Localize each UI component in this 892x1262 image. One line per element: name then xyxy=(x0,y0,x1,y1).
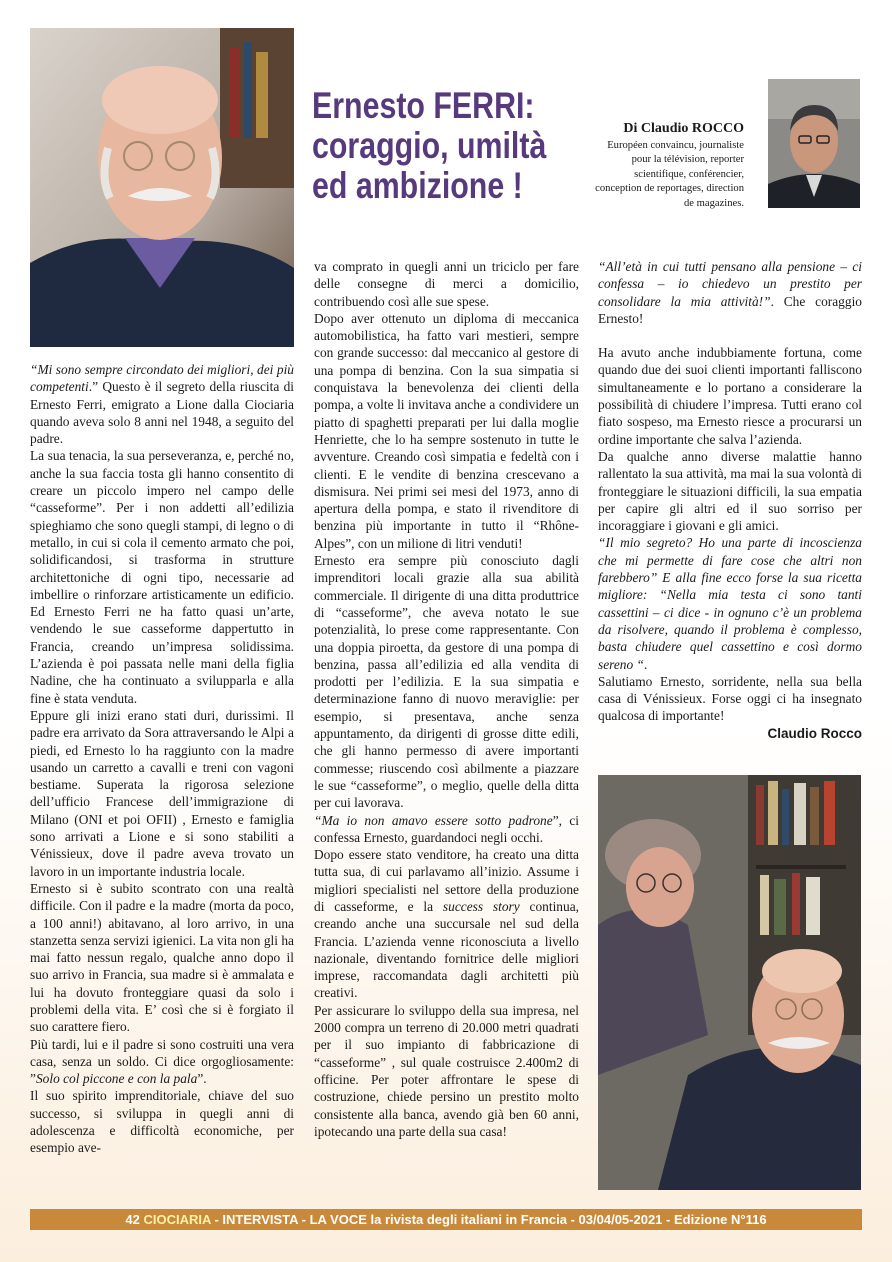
paragraph: Il suo spirito imprenditoriale, chiave del suo successo, si sviluppa in quegli anni di adolescenza e difficoltà economiche, per esempio ave- xyxy=(30,1088,294,1156)
text: ”. xyxy=(197,1071,207,1087)
paragraph xyxy=(314,812,579,847)
paragraph: Da qualche anno diverse malattie hanno rallentato la sua attività, ma mai la sua volontà di fronteggiare le situazioni difficili, la sua empatia per capire gli altri ed il suo sorriso per incoraggiare i giovani e gli amici. xyxy=(598,448,862,534)
ernesto-and-wife-photo xyxy=(598,775,861,1190)
text: . xyxy=(644,656,648,672)
paragraph: Salutiamo Ernesto, sorridente, nella sua bella casa di Vénissieux. Forse oggi ci ha insegnato qualcosa di importante! xyxy=(598,673,862,724)
ernesto-portrait-photo xyxy=(30,28,294,347)
paragraph xyxy=(30,361,294,447)
quote: “Ma io non amavo essere sotto padrone xyxy=(314,812,553,828)
quote: success story xyxy=(442,898,520,914)
paragraph: La sua tenacia, la sua perseveranza, e, perché no, anche la sua faccia tosta gli hanno consentito di creare un piccolo impero nel campo delle “casseforme”. Per i non addetti all’edilizia spieghiamo che sono quegli stampi, di legno o di metallo, in cui si cola il cemento armato che poi, solidificandosi, si trasforma in strutture architettoniche di ogni tipo, necessarie ad imbellire o rinforzare artisticamente un edificio. Ed Ernesto Ferri ne ha fatto quasi un’arte, vendendo le sue casseforme dappertutto in Francia, creando un’impresa solidissima. L’azienda è poi passata nelle mani della figlia Nadine, che ha continuato a svilupparla e alla fine è stata venduta. xyxy=(30,448,294,706)
page-number: 42 xyxy=(125,1212,144,1227)
paragraph: Ha avuto anche indubbiamente fortuna, come quando due dei suoi clienti importanti falliscono simultaneamente e lo portano a considerare la possibilità di chiudere l’impresa. Tutti erano col fiato sospeso, ma Ernesto riesce a procurarsi un ordine importante che salva l’azienda. xyxy=(598,345,862,447)
title-line-3: ed ambizione ! xyxy=(312,165,523,206)
article-column-1 xyxy=(30,361,294,1157)
article-column-2 xyxy=(314,258,579,1140)
quote: “Mi sono sempre circondato dei migliori, dei più competenti xyxy=(30,362,294,395)
article-title xyxy=(312,85,547,206)
paragraph xyxy=(598,258,862,327)
paragraph xyxy=(314,846,579,1002)
title-line-2: coraggio, umiltà xyxy=(312,125,547,166)
paragraph: Per assicurare lo sviluppo della sua impresa, nel 2000 compra un terreno di 20.000 metri quadrati per il suo impianto di fabbricazione di “casseforme” , sul quale costruisce 2.400m2 di officine. Per poter affrontare le spese di costruzione, chiede persino un prestito molto consistente alla banca, avendo già ben 60 anni, ipotecando una parte della sua casa! xyxy=(314,1002,579,1139)
section-name: CIOCIARIA xyxy=(143,1212,211,1227)
paragraph: Ernesto era sempre più conosciuto dagli imprenditori locali grazie alla sua abilità commerciale. Il dirigente di una ditta produttrice di “casseforme”, che aveva notato le sue potenzialità, lo prese come rappresentante. Con una doppia piroetta, da gestore di una pompa di benzina, passa all’edilizia ed alla vendita di prodotti per l’edilizia. E la sua simpatia e determinazione fanno di nuovo meraviglie: per esempio, si presentava, anche senza appuntamento, da dirigenti di grosse ditte edili, che gli hanno permesso di avere importanti commesse; riuscendo così abilmente a piazzare le sue “casseforme”, o meglio, quelle della ditta per cui lavorava. xyxy=(314,553,579,811)
page-footer xyxy=(30,1209,862,1230)
quote: “All’età in cui tutti pensano alla pensione – ci confessa – io chiedevo un prestito per consolidare la mia attività!” xyxy=(598,259,862,309)
paragraph: Dopo aver ottenuto un diploma di meccanica automobilistica, ha fatto vari mestieri, sempre con grande successo: dal meccanico al gestore di una pompa di benzina. Con la sua simpatia si conquistava la benevolenza dei clienti della pompa, a volte li invitava anche a condividere un piatto di spaghetti preparati per lui dalla moglie Henriette, che lo ha sempre sostenuto in tutte le avventure. Creando così simpatia e fedeltà con i clienti. E le vendite di benzina crescevano a dismisura. Nei primi sei mesi del 1973, anno di apertura della pompa, e stato il rivenditore di benzina più importante in tutto il “Rhône-Alpes”, con un milione di litri venduti! xyxy=(314,310,579,551)
text: Più tardi, lui e il padre si sono costruiti una vera casa, senza un soldo. Ci dice orgogliosamente: ” xyxy=(30,1036,294,1087)
text: ”, ci confessa Ernesto, guardandoci negli occhi. xyxy=(314,812,579,845)
paragraph: Ernesto si è subito scontrato con una realtà difficile. Con il padre e la madre (morta da poco, a 100 anni!) abitavano, al loro arrivo, in una stanzetta senza servizi igienici. La vita non gli ha mai fatto nessun regalo, qualche anno dopo il suo arrivo in Francia, sua madre si è ammalata e lui ha dovuto fronteggiare quasi da solo i problemi della vita. E’ così che si è forgiato il suo carattere fiero. xyxy=(30,880,294,1035)
author-bio: Européen convaincu, journaliste pour la télévision, reporter scientifique, conférencier, conception de reportages, direction de magazines. xyxy=(595,140,744,209)
paragraph: va comprato in quegli anni un triciclo per fare delle consegne di merci a domicilio, contribuendo così alle sue spese. xyxy=(314,259,579,309)
quote: E alla fine ecco forse la sua ricetta xyxy=(657,570,862,586)
text: . Che coraggio Ernesto! xyxy=(598,293,862,326)
title-line-1: Ernesto FERRI: xyxy=(312,85,535,126)
text: continua, creando anche una succursale nel sud della Francia. L’azienda venne riconosciuta a livello nazionale, diventando fornitrice delle migliori imprese, raccomandata dagli architetti più creativi. xyxy=(314,898,579,1001)
quote: Solo col piccone e con la pala xyxy=(35,1071,198,1087)
author-headshot-photo xyxy=(768,79,860,208)
article-column-3 xyxy=(598,258,862,725)
paragraph xyxy=(30,1036,294,1088)
author-byline: Di Claudio ROCCO xyxy=(623,121,744,136)
footer-text: - INTERVISTA - LA VOCE la rivista degli italiani in Francia - 03/04/05-2021 - Edizione N°116 xyxy=(210,1212,767,1227)
quote: migliore: “Nella mia testa ci sono tanti cassettini – ci dice - in ognuno c’è un problema da risolvere, quando il problema è complesso, basta chiudere quel cassettino e così dormo sereno “ xyxy=(598,587,862,672)
signature: Claudio Rocco xyxy=(767,726,862,741)
paragraph xyxy=(598,534,862,672)
text: Dopo essere stato venditore, ha creato una ditta tutta sua, di cui parlavamo all’inizio. Assume i migliori specialisti nel settore della produzione di casseforme, e la xyxy=(314,847,579,914)
text: .” Questo è il segreto della riuscita di Ernesto Ferri, emigrato a Lione dalla Ciociaria quando aveva solo 8 anni nel 1948, a seguito del padre. xyxy=(30,379,294,447)
paragraph: Eppure gli inizi erano stati duri, durissimi. Il padre era arrivato da Sora attraversando le Alpi a piedi, ed Ernesto lo ha raggiunto con la madre usando un carretto a cavalli e treni con vagoni bestiame. Superata la rigorosa selezione dell’ufficio Francese dell’immigrazione di Milano (ONI et poi OFII) , Ernesto e famiglia sono arrivati a Lione e si sono stabiliti a Vénissieux, dove il padre aveva trovato un lavoro in un importante industria locale. xyxy=(30,707,294,879)
quote: “Il mio segreto? Ho una parte di incoscienza che mi permette di fare cose che altri non farebbero” xyxy=(598,535,862,586)
